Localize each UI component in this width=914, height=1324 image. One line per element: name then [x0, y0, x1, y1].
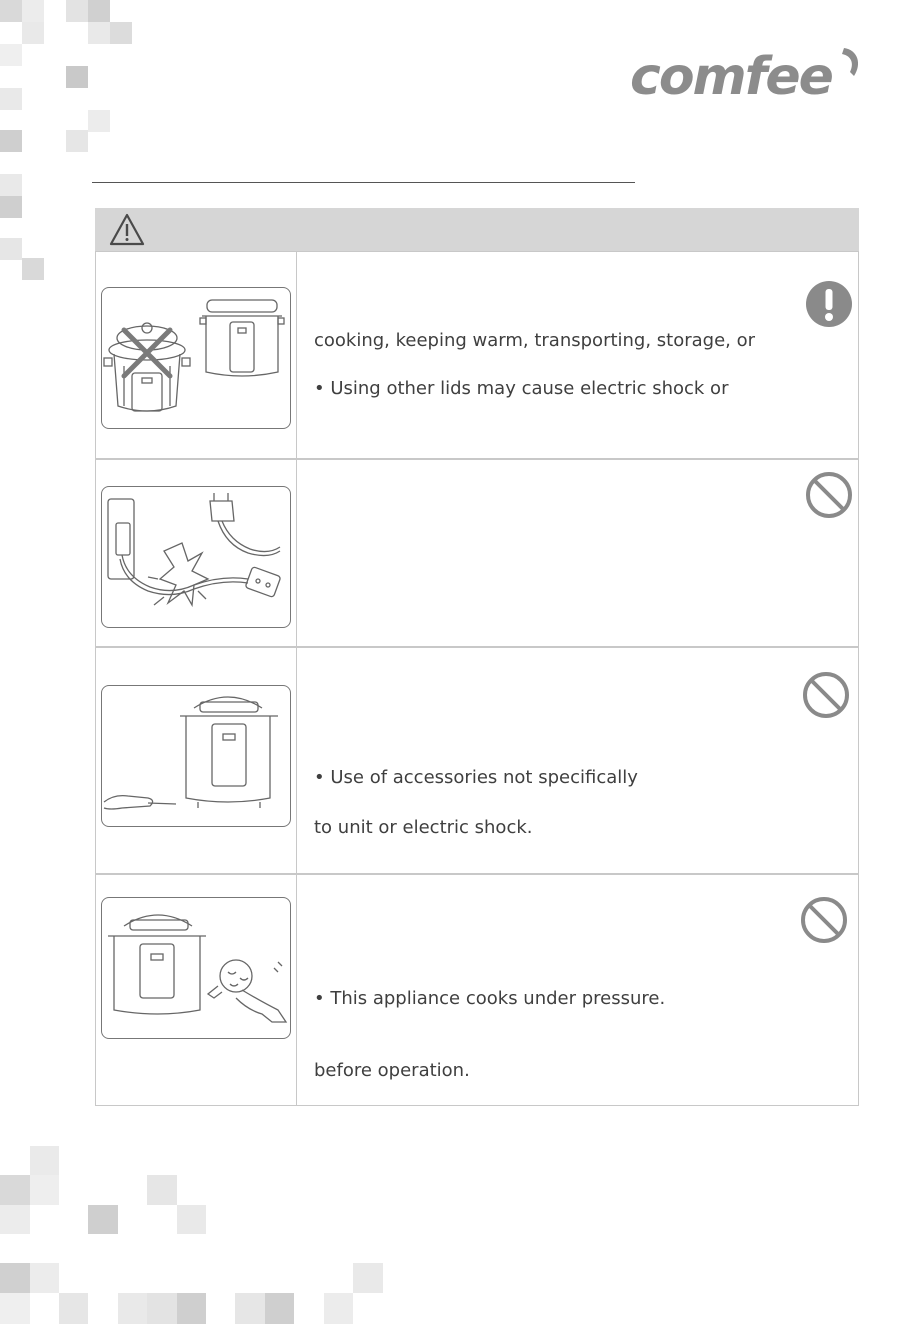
warning-table [95, 208, 859, 1106]
child-illustration [101, 897, 291, 1039]
warning-header [95, 208, 859, 251]
row-text-line: • This appliance cooks under pressure. [314, 988, 666, 1009]
prohibited-icon [802, 671, 850, 719]
warning-row-cord [95, 458, 859, 648]
cord-illustration [101, 486, 291, 628]
comfee-logo [630, 44, 862, 100]
accessory-illustration [101, 685, 291, 827]
title-rule [92, 182, 635, 183]
illustration-cell [96, 459, 297, 647]
prohibited-icon [805, 471, 853, 519]
row-text-line: before operation. [314, 1060, 470, 1081]
lid-illustration [101, 287, 291, 429]
row-text-line: • Use of accessories not specifically [314, 767, 638, 788]
illustration-cell [96, 647, 297, 874]
warning-triangle-icon [109, 213, 145, 247]
exclamation-icon [805, 280, 853, 328]
row-text-line: to unit or electric shock. [314, 817, 533, 838]
illustration-cell [96, 252, 297, 459]
prohibited-icon [800, 896, 848, 944]
illustration-cell [96, 874, 297, 1105]
row-text-line: • Using other lids may cause electric shock or [314, 378, 729, 399]
warning-row-children [95, 873, 859, 1106]
warning-row-accessories [95, 646, 859, 875]
svg-text:comfee: comfee [630, 47, 832, 100]
row-text-line: cooking, keeping warm, transporting, storage, or [314, 330, 756, 351]
warning-row-lid [95, 251, 859, 460]
